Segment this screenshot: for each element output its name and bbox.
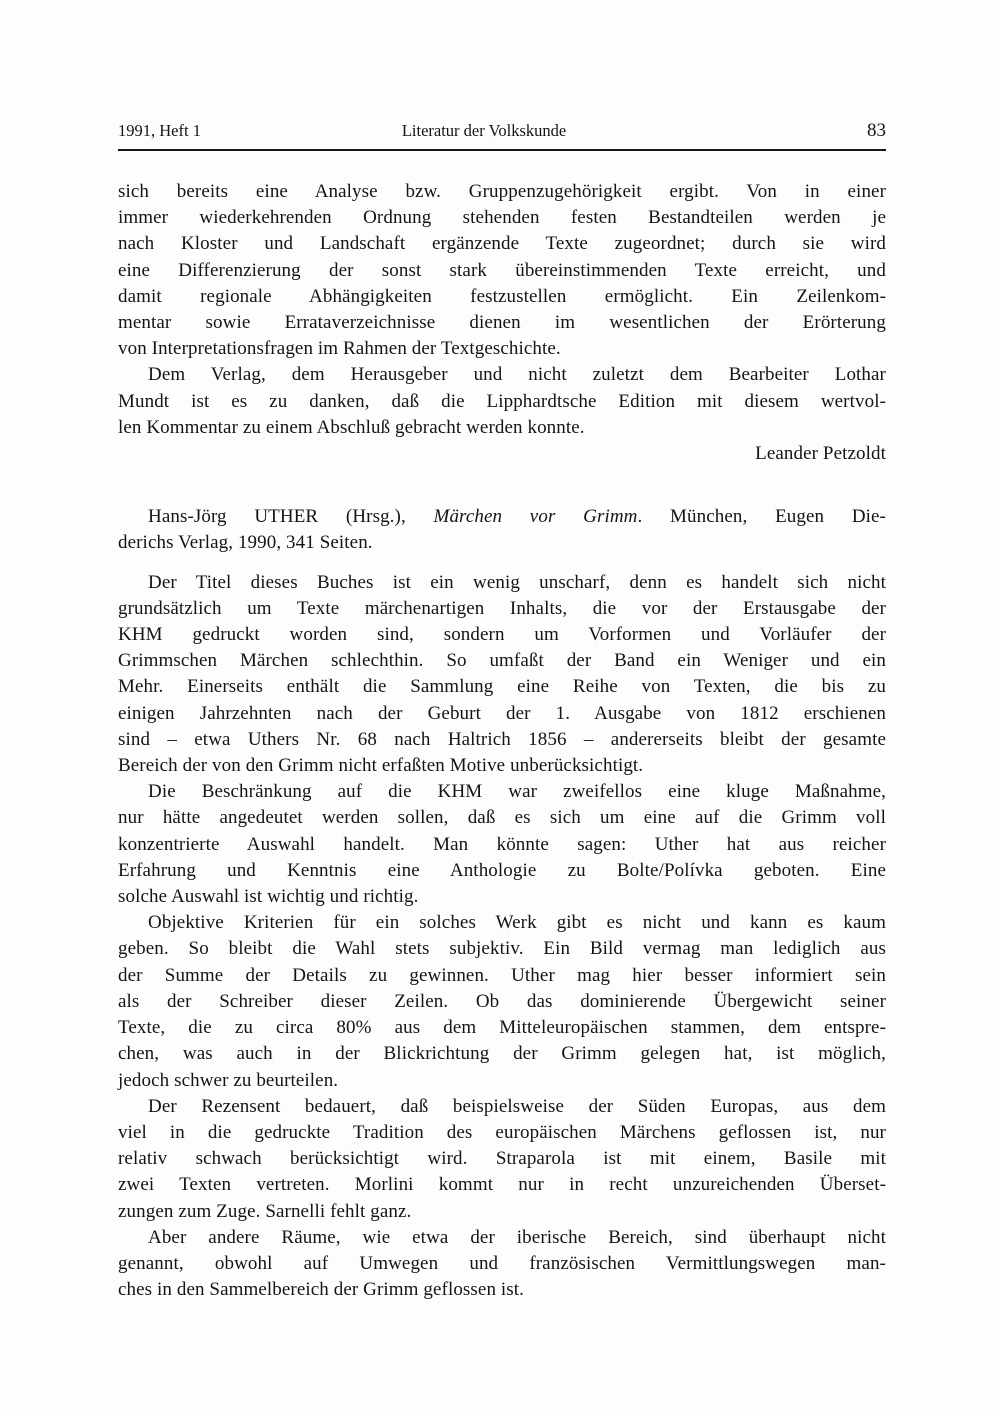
- paragraph-review-5: [118, 1225, 886, 1304]
- paragraph-review-1: [118, 570, 886, 780]
- text-line: von Interpretationsfragen im Rahmen der Textgeschichte.: [118, 338, 561, 360]
- text-line: nur hätte angedeutet werden sollen, daß es sich um eine auf die Grimm voll: [118, 807, 886, 829]
- header-issue: 1991, Heft 1: [118, 121, 201, 140]
- paragraph-review-end-1: [118, 179, 886, 362]
- text-line: zwei Texten vertreten. Morlini kommt nur in recht unzureichenden Überset-: [118, 1174, 886, 1196]
- text-line: eine Differenzierung der sonst stark übereinstimmenden Texte erreicht, und: [118, 259, 886, 281]
- text-line: grundsätzlich um Texte märchenartigen Inhalts, die vor der Erstausgabe der: [118, 597, 886, 619]
- text-line: Objektive Kriterien für ein solches Werk gibt es nicht und kann es kaum: [148, 912, 886, 934]
- text-line: Texte, die zu circa 80% aus dem Mitteleuropäischen stammen, dem entspre-: [118, 1017, 886, 1039]
- text-line: der Summe der Details zu gewinnen. Uther mag hier besser informiert sein: [118, 964, 886, 986]
- text-line: relativ schwach berücksichtigt wird. Straparola ist mit einem, Basile mit: [118, 1148, 886, 1170]
- text-line: Erfahrung und Kenntnis eine Anthologie zu Bolte/Polívka geboten. Eine: [118, 859, 886, 881]
- page-body: [118, 179, 886, 1303]
- text-line: ches in den Sammelbereich der Grimm geflossen ist.: [118, 1279, 525, 1301]
- text-line: mentar sowie Errataverzeichnisse dienen im wesentlichen der Erörterung: [118, 312, 886, 334]
- text-line: genannt, obwohl auf Umwegen und französischen Vermittlungswegen man-: [118, 1252, 886, 1274]
- text-line: sind – etwa Uthers Nr. 68 nach Haltrich 1856 – andererseits bleibt der gesamte: [118, 728, 886, 750]
- paragraph-review-3: [118, 910, 886, 1093]
- text-line: Mundt ist es zu danken, daß die Lipphardtsche Edition mit diesem wertvol-: [118, 390, 886, 412]
- text-line: chen, was auch in der Blickrichtung der Grimm gelegen hat, ist möglich,: [118, 1043, 886, 1065]
- text-line: viel in die gedruckte Tradition des europäischen Märchens geflossen ist, nur: [118, 1121, 886, 1143]
- book-reference-pre: Hans-Jörg UTHER (Hrsg.),: [148, 506, 434, 528]
- text-line: KHM gedruckt worden sind, sondern um Vorformen und Vorläufer der: [118, 624, 886, 646]
- text-line: Mehr. Einerseits enthält die Sammlung eine Reihe von Texten, die bis zu: [118, 676, 886, 698]
- text-line: konzentrierte Auswahl handelt. Man könnte sagen: Uther hat aus reicher: [118, 833, 886, 855]
- text-line: Aber andere Räume, wie etwa der iberische Bereich, sind überhaupt nicht: [148, 1226, 886, 1248]
- text-line: len Kommentar zu einem Abschluß gebracht werden konnte.: [118, 416, 585, 438]
- header-page-number: 83: [867, 120, 887, 141]
- book-reference-line-1: [118, 504, 886, 530]
- text-line: Der Rezensent bedauert, daß beispielsweise der Süden Europas, aus dem: [148, 1095, 886, 1117]
- text-line: solche Auswahl ist wichtig und richtig.: [118, 886, 419, 908]
- paragraph-review-end-2: [118, 362, 886, 441]
- text-line: damit regionale Abhängigkeiten festzustellen ermöglicht. Ein Zeilenkom-: [118, 285, 886, 307]
- page-header: [118, 120, 886, 142]
- text-line: nach Kloster und Landschaft ergänzende Texte zugeordnet; durch sie wird: [118, 233, 886, 255]
- header-rule: [118, 149, 886, 151]
- text-line: als der Schreiber dieser Zeilen. Ob das dominierende Übergewicht seiner: [118, 990, 886, 1012]
- text-line: sich bereits eine Analyse bzw. Gruppenzugehörigkeit ergibt. Von in einer: [118, 181, 886, 202]
- text-line: Bereich der von den Grimm nicht erfaßten Motive unberücksichtigt.: [118, 755, 644, 777]
- header-journal-title: Literatur der Volkskunde: [401, 121, 567, 140]
- text-line: Dem Verlag, dem Herausgeber und nicht zuletzt dem Bearbeiter Lothar: [148, 364, 886, 386]
- paragraph-review-2: [118, 779, 886, 910]
- text-line: immer wiederkehrenden Ordnung stehenden festen Bestandteilen werden je: [118, 207, 886, 229]
- text-line: einigen Jahrzehnten nach der Geburt der 1. Ausgabe von 1812 erschienen: [118, 702, 886, 724]
- book-reference: [118, 504, 886, 556]
- text-line: Der Titel dieses Buches ist ein wenig unscharf, denn es handelt sich nicht: [148, 571, 886, 593]
- text-line: geben. So bleibt die Wahl stets subjektiv. Ein Bild vermag man lediglich aus: [118, 938, 886, 960]
- book-title: Märchen vor Grimm: [433, 506, 638, 528]
- text-line: zungen zum Zuge. Sarnelli fehlt ganz.: [118, 1200, 412, 1222]
- book-reference-post: . München, Eugen Die-: [637, 506, 886, 528]
- paragraph-review-4: [118, 1094, 886, 1225]
- text-line: Grimmschen Märchen schlechthin. So umfaßt der Band ein Weniger und ein: [118, 650, 886, 672]
- book-reference-line-2: derichs Verlag, 1990, 341 Seiten.: [118, 532, 373, 554]
- reviewer-signature: Leander Petzoldt: [755, 443, 886, 465]
- text-line: Die Beschränkung auf die KHM war zweifellos eine kluge Maßnahme,: [148, 781, 886, 803]
- text-line: jedoch schwer zu beurteilen.: [118, 1069, 339, 1091]
